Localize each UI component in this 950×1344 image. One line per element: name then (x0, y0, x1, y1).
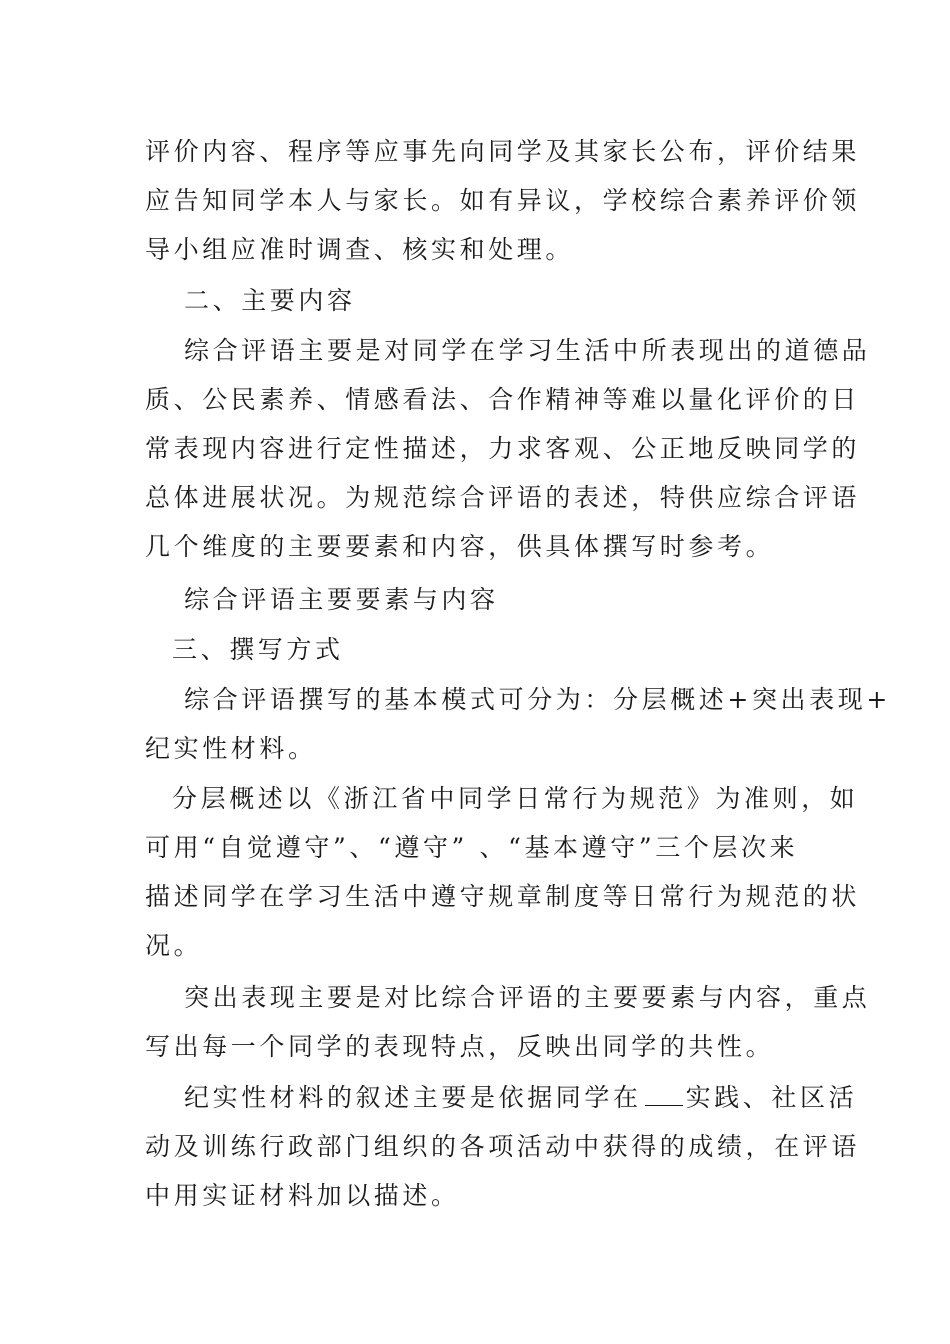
paragraph-6-line-3: 中用实证材料加以描述。 (145, 1181, 460, 1210)
paragraph-2-line-2: 质、公民素养、情感看法、合作精神等难以量化评价的日 (145, 385, 861, 414)
fill-in-blank (645, 1083, 683, 1106)
subheading: 综合评语主要要素与内容 (184, 585, 499, 614)
paragraph-5-line-1: 突出表现主要是对比综合评语的主要要素与内容，重点 (184, 983, 871, 1012)
paragraph-6-line-1-start: 纪实性材料的叙述主要是依据同学在 (184, 1083, 642, 1112)
paragraph-6-line-1-end: 实践、社区活 (685, 1083, 858, 1112)
paragraph-1-line-1: 评价内容、程序等应事先向同学及其家长公布，评价结果 (145, 137, 861, 166)
paragraph-4-line-1: 分层概述以《浙江省中同学日常行为规范》为准则，如 (172, 784, 859, 813)
paragraph-3-line-2: 纪实性材料。 (145, 734, 317, 763)
paragraph-5-line-2: 写出每一个同学的表现特点，反映出同学的共性。 (145, 1032, 775, 1061)
paragraph-1-line-3: 导小组应准时调查、核实和处理。 (145, 235, 575, 264)
paragraph-3-line-1: 综合评语撰写的基本模式可分为：分层概述+突出表现+ (184, 685, 891, 714)
section-heading-2: 二、主要内容 (184, 286, 356, 315)
paragraph-2-line-4: 总体进展状况。为规范综合评语的表述，特供应综合评语 (145, 483, 861, 512)
paragraph-6-line-2: 动及训练行政部门组织的各项活动中获得的成绩，在评语 (145, 1132, 861, 1161)
paragraph-4-line-4: 况。 (145, 931, 203, 960)
paragraph-4-line-2: 可用“自觉遵守”、“遵守” 、“基本遵守”三个层次来 (145, 833, 799, 862)
section-heading-3: 三、撰写方式 (172, 635, 344, 664)
paragraph-2-line-5: 几个维度的主要要素和内容，供具体撰写时参考。 (145, 532, 775, 561)
paragraph-6-line-1 (184, 1081, 858, 1115)
paragraph-4-line-3: 描述同学在学习生活中遵守规章制度等日常行为规范的状 (145, 882, 861, 911)
paragraph-1-line-2: 应告知同学本人与家长。如有异议，学校综合素养评价领 (145, 186, 861, 215)
paragraph-2-line-1: 综合评语主要是对同学在学习生活中所表现出的道德品 (184, 336, 871, 365)
paragraph-2-line-3: 常表现内容进行定性描述，力求客观、公正地反映同学的 (145, 434, 861, 463)
